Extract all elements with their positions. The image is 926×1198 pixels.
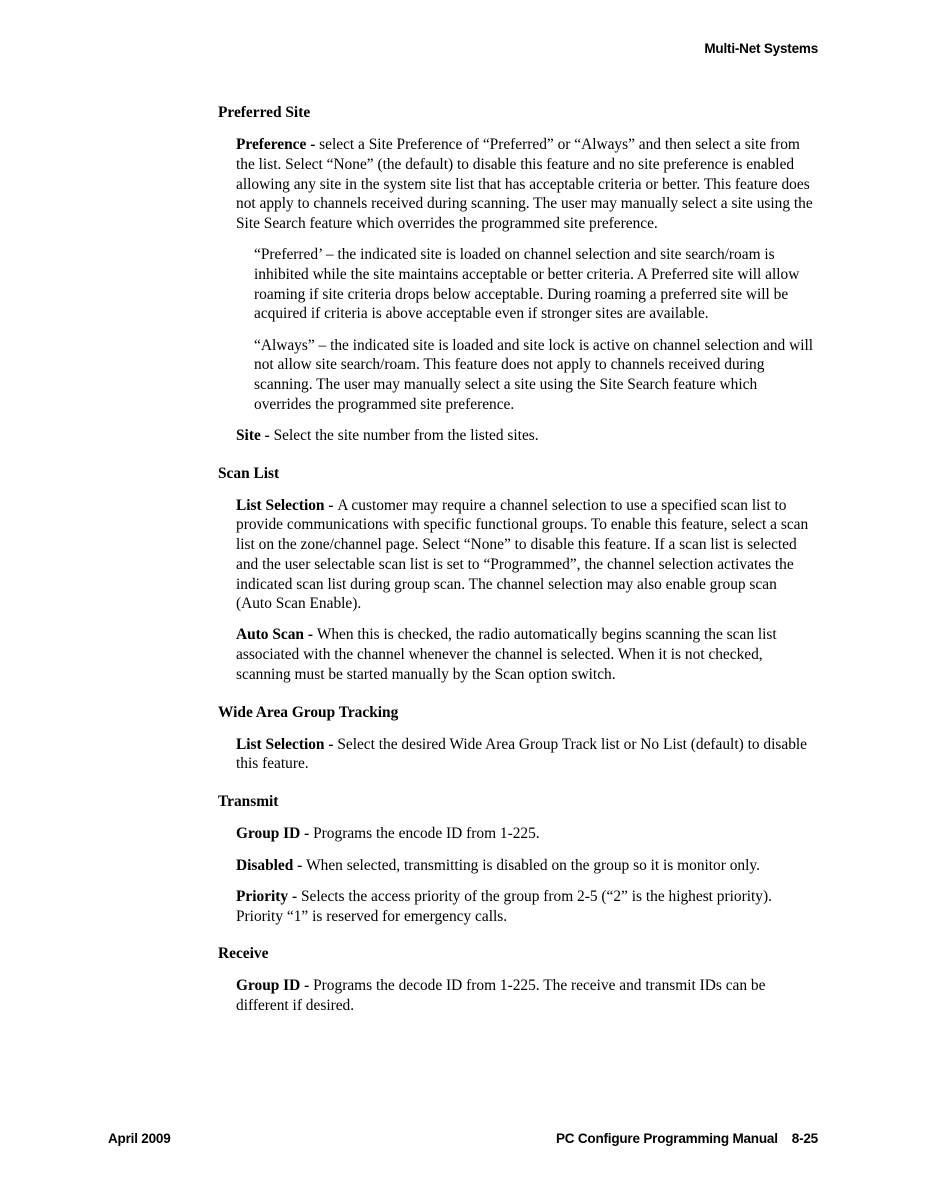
paragraph-preferred-option: “Preferred’ – the indicated site is loaded on channel selection and site search/roam is inhibited while the site maintains acceptable or better criteria. A Preferred site will allow roaming if site criteria drops below acceptable. During roaming a preferred site will be acquired if criteria is above acceptable even if stronger sites are available. bbox=[254, 246, 800, 323]
text-site: Select the site number from the listed sites. bbox=[273, 426, 539, 444]
term-disabled: Disabled - bbox=[236, 856, 307, 874]
text-auto-scan: When this is checked, the radio automatically begins scanning the scan list associated with the channel whenever the channel is selected. When it is not checked, scanning must be started manually by the Scan option switch. bbox=[236, 626, 777, 683]
paragraph-site bbox=[236, 426, 816, 446]
page-content bbox=[218, 103, 816, 1034]
term-transmit-group-id: Group ID - bbox=[236, 825, 314, 843]
term-preference: Preference - bbox=[236, 136, 320, 154]
section-scan-list bbox=[218, 464, 816, 685]
term-receive-group-id: Group ID - bbox=[236, 977, 314, 995]
paragraph-receive-group-id bbox=[236, 976, 816, 1015]
term-site: Site - bbox=[236, 426, 274, 444]
term-priority: Priority - bbox=[236, 887, 301, 905]
footer-right bbox=[556, 1131, 818, 1146]
section-title-receive: Receive bbox=[218, 945, 269, 963]
paragraph-scan-list-selection bbox=[236, 496, 816, 614]
text-priority: Selects the access priority of the group from 2-5 (“2” is the highest priority). Priority “1” is reserved for emergency calls. bbox=[236, 887, 772, 925]
term-auto-scan: Auto Scan - bbox=[236, 626, 317, 644]
text-preference: select a Site Preference of “Preferred” or “Always” and then select a site from the list. Select “None” (the default) to disable this feature and no site preference is enabled allowing any site in the system site list that has acceptable criteria or better. This feature does not apply to channels received during scanning. The user may manually select a site using the Site Search feature which overrides the programmed site preference. bbox=[236, 136, 813, 233]
text-receive-group-id: Programs the decode ID from 1-225. The receive and transmit IDs can be different if desired. bbox=[236, 977, 766, 1015]
paragraph-always-option: “Always” – the indicated site is loaded and site lock is active on channel selection and will not allow site search/roam. This feature does not apply to channels received during scanning. The user may manually select a site using the Site Search feature which overrides the programmed site preference. bbox=[254, 336, 814, 413]
section-wide-area bbox=[218, 703, 816, 775]
footer-manual-title: PC Configure Programming Manual bbox=[555, 1131, 778, 1146]
section-receive bbox=[218, 944, 816, 1016]
section-title-preferred-site: Preferred Site bbox=[218, 104, 311, 121]
section-title-wide-area: Wide Area Group Tracking bbox=[218, 703, 399, 721]
page-number: 8-25 bbox=[791, 1131, 818, 1146]
paragraph-wide-area-list-selection bbox=[236, 735, 816, 774]
paragraph-disabled bbox=[236, 856, 816, 876]
term-list-selection: List Selection - bbox=[236, 496, 338, 514]
footer-date: April 2009 bbox=[108, 1131, 171, 1146]
paragraph-preference bbox=[236, 135, 816, 234]
paragraph-transmit-group-id bbox=[236, 824, 816, 844]
section-preferred-site bbox=[218, 103, 816, 446]
paragraph-auto-scan bbox=[236, 625, 816, 684]
text-disabled: When selected, transmitting is disabled on the group so it is monitor only. bbox=[306, 856, 760, 874]
section-title-scan-list: Scan List bbox=[218, 464, 280, 482]
running-header: Multi-Net Systems bbox=[704, 41, 818, 56]
section-transmit bbox=[218, 792, 816, 926]
text-list-selection: A customer may require a channel selection to use a specified scan list to provide communications with specific functional groups. To enable this feature, select a scan list on the zone/channel page. Select “None” to disable this feature. If a scan list is selected and the user selectable scan list is set to “Programmed”, the channel selection activates the indicated scan list during group scan. The channel selection may also enable group scan (Auto Scan Enable). bbox=[236, 496, 809, 613]
section-title-transmit: Transmit bbox=[218, 793, 279, 811]
text-transmit-group-id: Programs the encode ID from 1-225. bbox=[313, 825, 540, 843]
term-wide-area-list-selection: List Selection - bbox=[236, 735, 338, 753]
text-wide-area-list-selection: Select the desired Wide Area Group Track list or No List (default) to disable this feature. bbox=[236, 735, 807, 773]
paragraph-priority bbox=[236, 887, 816, 926]
